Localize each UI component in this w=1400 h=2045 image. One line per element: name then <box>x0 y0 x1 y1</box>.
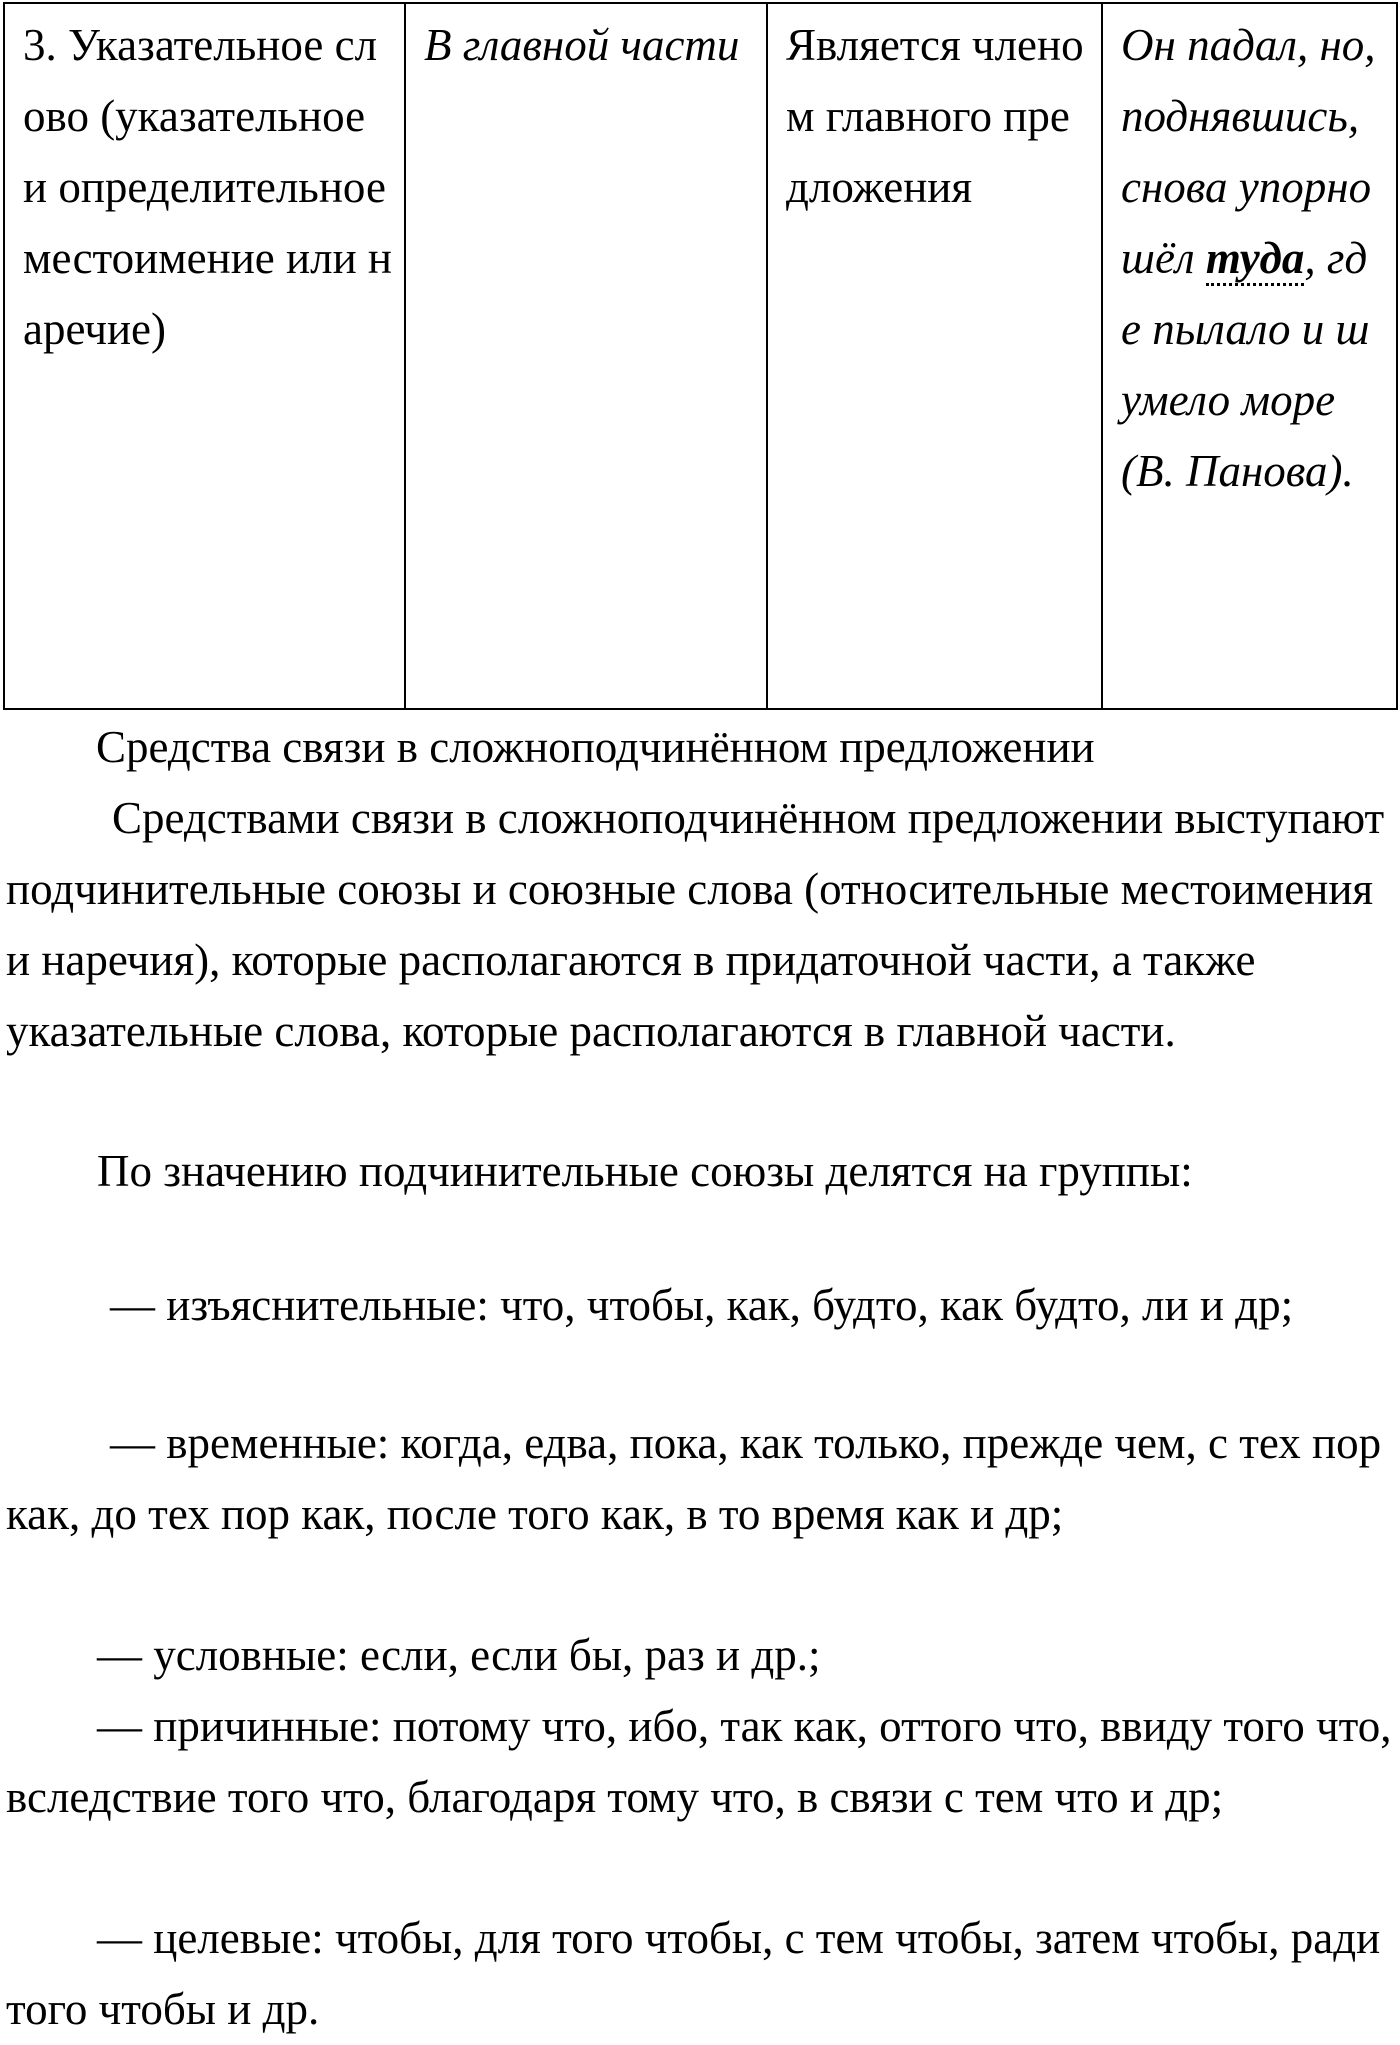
table-row <box>4 3 1397 709</box>
highlighted-word: туда <box>1206 236 1305 286</box>
list-item: — причинные: потому что, ибо, так как, оттого что, ввиду того что, вследствие того что, благодаря тому что, в связи с тем что и др; <box>6 1701 1392 1822</box>
comparison-table <box>3 2 1398 710</box>
list-item: — временные: когда, едва, пока, как только, прежде чем, с тех пор как, до тех пор как, после того как, в то время как и др; <box>6 1418 1382 1539</box>
table-cell-location: В главной части <box>405 3 767 709</box>
list-item: — целевые: чтобы, для того чтобы, с тем чтобы, затем чтобы, ради того чтобы и др. <box>6 1913 1381 2034</box>
table-cell-role: Является членом главного предложения <box>767 3 1102 709</box>
list-item: — условные: если, если бы, раз и др.; <box>97 1630 821 1680</box>
example-text-after: , где пылало и шумело море (В. Панова). <box>1121 233 1370 496</box>
paragraph-conjunction-groups: По значению подчинительные союзы делятся на группы: <box>97 1146 1193 1196</box>
example-text-before: Он падал, но, поднявшись, снова упорно шёл <box>1121 20 1376 283</box>
table-cell-word-type: 3. Указательное слово (указательное и определительное местоимение или наречие) <box>4 3 405 709</box>
table-cell-example <box>1102 3 1397 709</box>
list-item: — изъяснительные: что, чтобы, как, будто, как будто, ли и др; <box>110 1280 1294 1330</box>
paragraph-connection-means: Средствами связи в сложноподчинённом предложении выступают подчинительные союзы и союзные слова (относительные местоимения и наречия), которые располагаются в придаточной части, а также указательные слова, которые располагаются в главной части. <box>6 793 1385 1056</box>
section-heading: Средства связи в сложноподчинённом предложении <box>96 722 1095 772</box>
